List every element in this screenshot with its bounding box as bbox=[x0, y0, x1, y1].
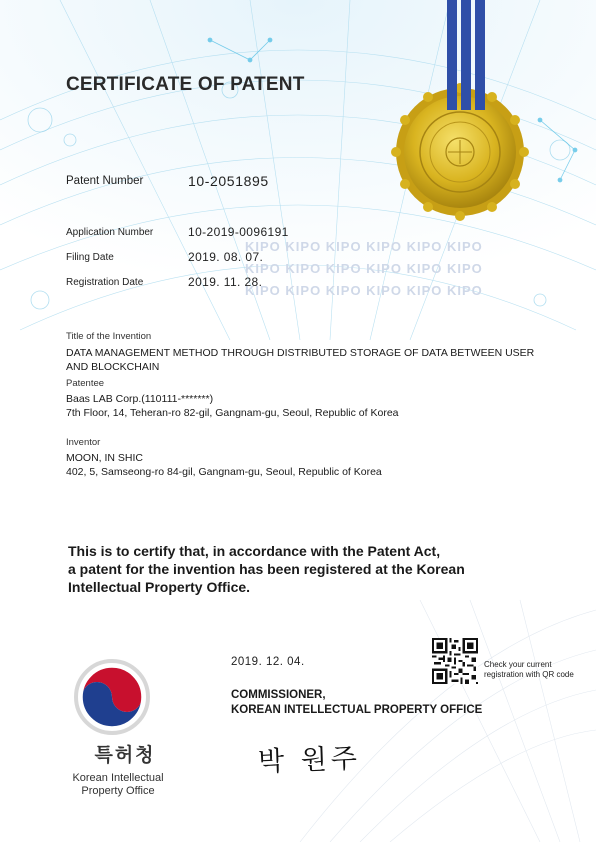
inventor-address: 402, 5, Samseong-ro 84-gil, Gangnam-gu, Seoul, Republic of Korea bbox=[66, 466, 382, 478]
registration-date-value: 2019. 11. 28. bbox=[188, 275, 263, 289]
kipo-watermark-row: KIPO KIPO KIPO KIPO KIPO KIPO bbox=[245, 261, 483, 276]
kipo-watermark-row: KIPO KIPO KIPO KIPO KIPO KIPO bbox=[245, 239, 483, 254]
patentee-address: 7th Floor, 14, Teheran-ro 82-gil, Gangnam-gu, Seoul, Republic of Korea bbox=[66, 407, 399, 419]
kipo-watermark-row: KIPO KIPO KIPO KIPO KIPO KIPO bbox=[245, 283, 483, 298]
inventor-label: Inventor bbox=[66, 437, 101, 448]
statement-line: a patent for the invention has been registered at the Korean bbox=[68, 561, 465, 577]
gold-seal-icon bbox=[396, 88, 524, 216]
invention-title-line: DATA MANAGEMENT METHOD THROUGH DISTRIBUTED STORAGE OF DATA BETWEEN USER bbox=[66, 347, 535, 359]
issue-date: 2019. 12. 04. bbox=[231, 656, 305, 668]
certificate-title: CERTIFICATE OF PATENT bbox=[66, 74, 305, 95]
office-korean-name: 특허청 bbox=[94, 745, 156, 766]
application-number-label: Application Number bbox=[66, 227, 154, 238]
filing-date-label: Filing Date bbox=[66, 252, 114, 263]
commissioner-signature: 박 원주 bbox=[257, 743, 362, 778]
qr-code-icon[interactable] bbox=[432, 638, 478, 684]
application-number-value: 10-2019-0096191 bbox=[188, 225, 289, 239]
invention-title bbox=[66, 346, 566, 374]
patent-number-label: Patent Number bbox=[66, 175, 144, 187]
patentee-name: Baas LAB Corp.(110111-*******) bbox=[66, 393, 214, 405]
filing-date-value: 2019. 08. 07. bbox=[188, 250, 264, 264]
invention-title-line: AND BLOCKCHAIN bbox=[66, 361, 160, 373]
commissioner-line: COMMISSIONER, bbox=[231, 689, 326, 701]
office-name-line: Korean Intellectual bbox=[72, 772, 164, 784]
qr-note-line: registration with QR code bbox=[484, 670, 574, 679]
qr-note bbox=[484, 660, 574, 680]
patentee-label: Patentee bbox=[66, 378, 105, 389]
invention-title-label: Title of the Invention bbox=[66, 331, 152, 342]
patent-number-value: 10-2051895 bbox=[188, 173, 269, 189]
statement-line: Intellectual Property Office. bbox=[68, 579, 251, 595]
kipo-taeguk-logo-icon bbox=[76, 661, 148, 733]
commissioner-title bbox=[231, 688, 482, 718]
statement-line: This is to certify that, in accordance with the Patent Act, bbox=[68, 543, 441, 559]
qr-note-line: Check your current bbox=[484, 660, 552, 669]
office-english-name bbox=[58, 772, 178, 798]
certification-statement bbox=[68, 542, 508, 596]
kipo-watermark bbox=[245, 236, 505, 302]
registration-date-label: Registration Date bbox=[66, 277, 144, 288]
inventor-name: MOON, IN SHIC bbox=[66, 452, 144, 464]
commissioner-line: KOREAN INTELLECTUAL PROPERTY OFFICE bbox=[231, 704, 483, 716]
office-name-line: Property Office bbox=[81, 785, 155, 797]
